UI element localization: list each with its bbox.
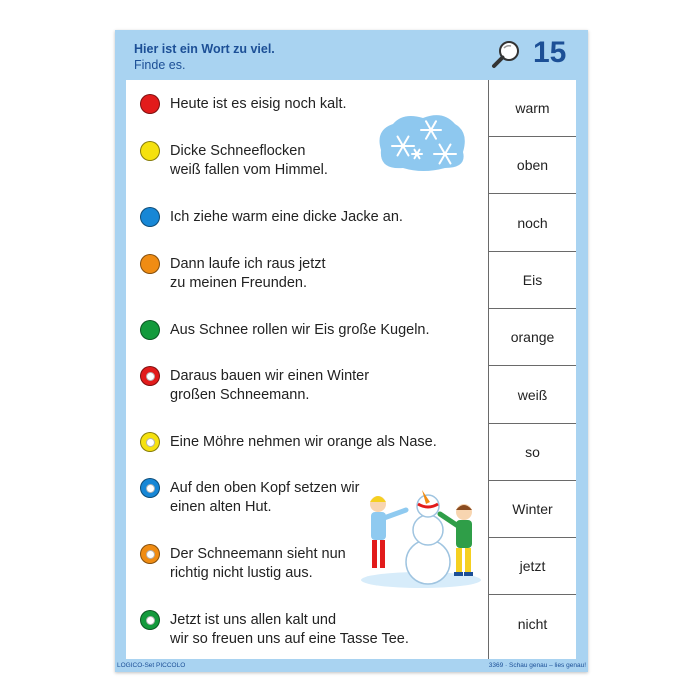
footer-series: LOGICO-Set PICCOLO [117,662,186,669]
ring-dot-icon [140,544,160,564]
color-dot-icon [140,254,160,274]
sentence-text [170,95,470,114]
ring-dot-icon [140,432,160,452]
sentence-text [170,367,470,405]
magnifier-icon [489,38,523,72]
sentence-text [170,142,470,180]
task-title: Hier ist ein Wort zu viel. [134,42,275,56]
sentence-text [170,611,470,649]
sentence-line: zu meinen Freunden. [170,275,308,291]
answer-cell: weiß [489,367,576,424]
sentence-line: Ich ziehe warm eine dicke Jacke an. [170,209,403,225]
sentence-line: Eine Möhre nehmen wir orange als Nase. [170,434,437,450]
answer-cell: Winter [489,481,576,538]
answer-cell: Eis [489,252,576,309]
page-number: 15 [533,36,567,69]
sentence-panel [126,80,488,659]
ring-dot-icon [140,366,160,386]
color-dot-icon [140,141,160,161]
sentence-line: richtig nicht lustig aus. [170,565,313,581]
answer-cell: orange [489,309,576,366]
answer-cell: warm [489,80,576,137]
exercise-card [115,30,588,672]
sentence-line: Dann laufe ich raus jetzt [170,256,326,272]
sentence-text [170,321,470,340]
answer-cell: oben [489,137,576,194]
sentence-line: Der Schneemann sieht nun [170,546,346,562]
color-dot-icon [140,320,160,340]
sentence-text [170,479,470,517]
ring-dot-icon [140,610,160,630]
sentence-line: großen Schneemann. [170,387,310,403]
sentence-text [170,433,470,452]
sentence-text [170,255,470,293]
sentence-text [170,545,470,583]
answer-cell: so [489,424,576,481]
sentence-line: Aus Schnee rollen wir Eis große Kugeln. [170,322,430,338]
sentence-text [170,208,470,227]
sentence-line: Daraus bauen wir einen Winter [170,368,370,384]
sentence-line: weiß fallen vom Himmel. [170,162,328,178]
color-dot-icon [140,94,160,114]
answer-cell: jetzt [489,538,576,595]
color-dot-icon [140,207,160,227]
footer-product: 3369 · Schau genau – lies genau! [488,662,586,669]
sentence-line: wir so freuen uns auf eine Tasse Tee. [170,631,409,647]
answer-cell: nicht [517,616,548,633]
sentence-line: einen alten Hut. [170,499,272,515]
sentence-line: Auf den oben Kopf setzen wir [170,480,360,496]
task-subtitle: Finde es. [134,58,186,72]
sentence-line: Heute ist es eisig noch kalt. [170,96,347,112]
sentence-line: Dicke Schneeflocken [170,143,306,159]
sentence-line: Jetzt ist uns allen kalt und [170,612,337,628]
answer-cell: noch [489,195,576,252]
ring-dot-icon [140,478,160,498]
answer-column [488,80,576,659]
